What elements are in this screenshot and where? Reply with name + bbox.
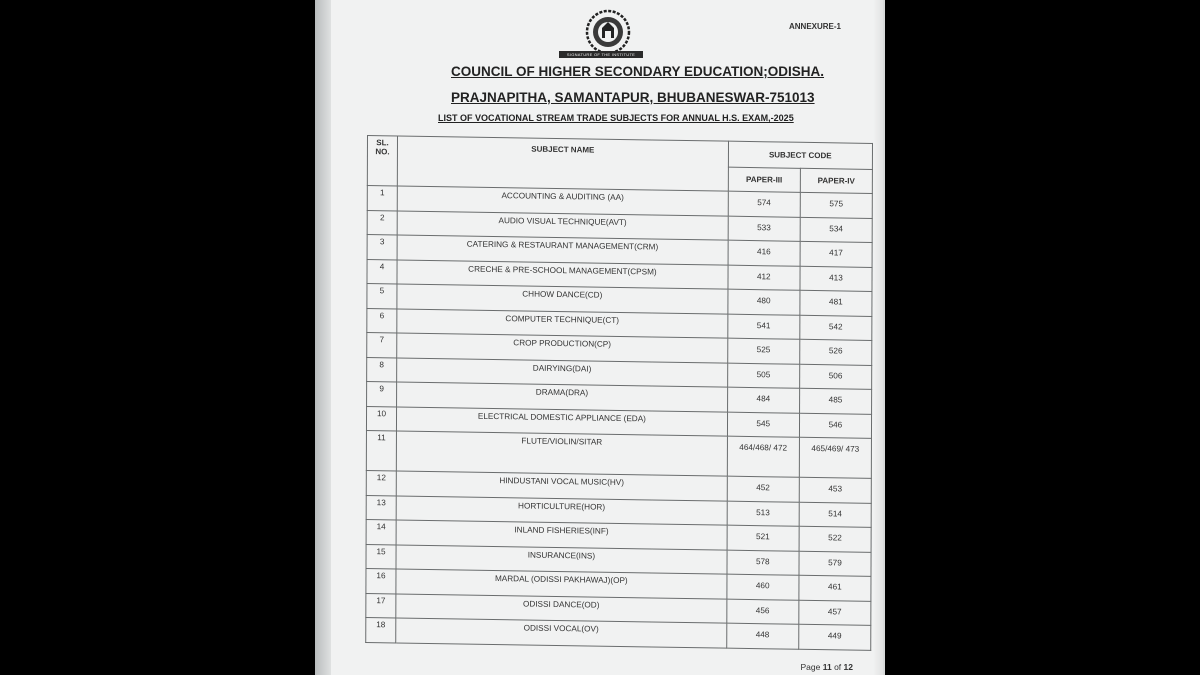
row-paper-4-code: 514 [799,502,871,528]
row-paper-3-code: 484 [727,387,799,413]
row-subject-name: HORTICULTURE(HOR) [396,495,727,525]
row-paper-4-code: 542 [800,315,872,341]
subjects-table-wrap [365,135,873,668]
document-photo [315,0,885,675]
row-sl-no: 12 [366,470,396,495]
row-subject-name: HINDUSTANI VOCAL MUSIC(HV) [396,471,727,501]
row-paper-3-code: 480 [728,289,800,315]
row-sl-no: 1 [367,186,397,211]
row-paper-3-code: 521 [727,525,799,551]
document-subtitle: LIST OF VOCATIONAL STREAM TRADE SUBJECTS FOR ANNUAL H.S. EXAM,-2025 [438,113,794,123]
row-paper-4-code: 449 [799,624,871,650]
row-paper-3-code: 452 [727,476,799,502]
subjects-table [365,135,873,650]
row-sl-no: 9 [367,381,397,406]
header-subject-name: SUBJECT NAME [397,136,728,191]
row-subject-name: CROP PRODUCTION(CP) [397,333,728,363]
row-subject-name: INSURANCE(INS) [396,544,727,574]
header-paper-4: PAPER-IV [800,168,872,193]
header-paper-3: PAPER-III [728,167,800,192]
row-sl-no: 11 [366,430,396,470]
row-paper-4-code: 457 [799,600,871,626]
row-paper-4-code: 413 [800,266,872,292]
row-sl-no: 15 [366,544,396,569]
header-subject-code: SUBJECT CODE [728,141,872,169]
row-subject-name: INLAND FISHERIES(INF) [396,520,727,550]
row-paper-3-code: 525 [727,338,799,364]
document-page [331,0,883,675]
row-subject-name: COMPUTER TECHNIQUE(CT) [397,308,728,338]
row-subject-name: MARDAL (ODISSI PAKHAWAJ)(OP) [396,569,727,599]
row-paper-3-code: 545 [727,412,799,438]
row-sl-no: 18 [366,617,396,642]
annexure-label: ANNEXURE-1 [788,22,841,31]
row-paper-4-code: 485 [799,388,871,414]
row-paper-3-code: 464/468/ 472 [727,436,799,477]
page-shadow [873,0,885,675]
row-paper-3-code: 505 [727,363,799,389]
row-sl-no: 8 [367,357,397,382]
row-paper-4-code: 465/469/ 473 [799,437,871,478]
row-sl-no: 14 [366,519,396,544]
row-subject-name: ODISSI VOCAL(OV) [396,618,727,648]
row-paper-3-code: 541 [727,314,799,340]
row-sl-no: 5 [367,284,397,309]
row-paper-3-code: 578 [727,550,799,576]
row-subject-name: CATERING & RESTAURANT MANAGEMENT(CRM) [397,235,728,265]
row-paper-3-code: 416 [728,240,800,266]
emblem-caption: SIGNATURE OF THE INSTITUTE [559,51,643,58]
page-number: Page 11 of 12 [800,662,853,672]
row-sl-no: 10 [366,406,396,431]
council-name: COUNCIL OF HIGHER SECONDARY EDUCATION;ODISHA. [451,64,825,79]
row-paper-3-code: 460 [727,574,799,600]
row-paper-4-code: 522 [799,526,871,552]
row-sl-no: 17 [366,593,396,618]
row-sl-no: 13 [366,495,396,520]
row-paper-3-code: 513 [727,501,799,527]
row-subject-name: ACCOUNTING & AUDITING (AA) [397,186,728,216]
row-paper-3-code: 412 [728,265,800,291]
row-paper-4-code: 417 [800,241,872,267]
row-paper-4-code: 481 [800,290,872,316]
row-paper-3-code: 456 [727,599,799,625]
row-paper-4-code: 579 [799,551,871,577]
row-subject-name: DRAMA(DRA) [397,382,728,412]
council-address: PRAJNAPITHA, SAMANTAPUR, BHUBANESWAR-751013 [451,90,815,105]
row-sl-no: 3 [367,235,397,260]
row-sl-no: 16 [366,568,396,593]
row-paper-3-code: 574 [728,191,800,217]
row-sl-no: 6 [367,308,397,333]
row-paper-4-code: 534 [800,217,872,243]
row-paper-4-code: 526 [800,339,872,365]
row-subject-name: DAIRYING(DAI) [397,357,728,387]
row-paper-4-code: 453 [799,477,871,503]
row-subject-name: ELECTRICAL DOMESTIC APPLIANCE (EDA) [397,406,728,436]
row-subject-name: CHHOW DANCE(CD) [397,284,728,314]
row-subject-name: AUDIO VISUAL TECHNIQUE(AVT) [397,210,728,240]
adjacent-page-edge [315,0,331,675]
row-paper-3-code: 533 [728,216,800,242]
row-subject-name: CRECHE & PRE-SCHOOL MANAGEMENT(CPSM) [397,259,728,289]
row-subject-name: ODISSI DANCE(OD) [396,593,727,623]
row-sl-no: 4 [367,259,397,284]
header-sl-no: SL. NO. [367,136,397,186]
row-subject-name: FLUTE/VIOLIN/SITAR [396,431,727,476]
row-paper-4-code: 461 [799,575,871,601]
row-paper-3-code: 448 [726,623,798,649]
row-paper-4-code: 575 [800,192,872,218]
row-paper-4-code: 506 [799,364,871,390]
row-sl-no: 2 [367,210,397,235]
row-paper-4-code: 546 [799,413,871,439]
row-sl-no: 7 [367,332,397,357]
